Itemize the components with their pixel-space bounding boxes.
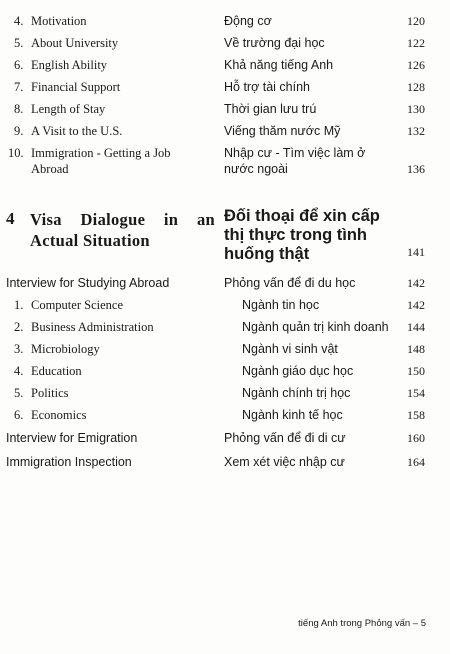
entry-title-en-line2: Abroad [31,162,69,176]
entry-title-vi-line2: nước ngoài [224,162,288,176]
entry-text [14,79,120,95]
entry-title-en: Length of Stay [31,102,106,116]
entry-page: 158 [407,408,425,422]
toc-subentry [0,341,450,361]
entry-title-en: Business Administration [31,320,154,334]
entry-page: 132 [407,124,425,138]
entry-page: 142 [407,298,425,312]
entry-page: 120 [407,14,425,28]
entry-page: 128 [407,80,425,94]
entry-number: 7. [14,80,24,94]
toc-entry [0,57,450,77]
entry-page: 154 [407,386,425,400]
entry-page: 136 [407,162,425,176]
entry-text [14,297,123,313]
toc-subentry [0,385,450,405]
entry-title-en: Computer Science [31,298,123,312]
toc-subentry [0,363,450,383]
entry-title-en: Economics [31,408,87,422]
entry-number: 8. [14,102,24,116]
entry-title-en: Motivation [31,14,87,28]
entry-text [14,123,122,139]
section-title-vi: Phỏng vấn để đi du học [224,276,356,290]
section-title-vi: Xem xét việc nhập cư [224,455,345,469]
entry-number: 4. [14,14,24,28]
chapter-title-en: Visa Dialogue in an Actual Situation [30,210,215,250]
entry-number: 3. [14,342,24,356]
section-title-en: Interview for Emigration [6,431,138,445]
entry-title-vi: Khả năng tiếng Anh [224,58,334,72]
toc-section [0,430,450,450]
chapter-title-vi: Đối thoại để xin cấp thị thực trong tình huống thật [224,207,380,263]
section-page: 160 [407,431,425,445]
entry-page: 150 [407,364,425,378]
entry-text [14,57,107,73]
entry-title-vi: Về trường đại học [224,36,325,50]
entry-title-en: English Ability [31,58,108,72]
section-title-en: Immigration Inspection [6,455,132,469]
section-page: 142 [407,276,425,290]
entry-title-en: About University [31,36,119,50]
entry-title-en-line1: Immigration - Getting a Job [31,146,171,160]
entry-number: 1. [14,298,24,312]
entry-title-vi: Hỗ trợ tài chính [224,80,311,94]
entry-number: 10. [8,146,24,160]
entry-number: 5. [14,36,24,50]
entry-title-vi: Viếng thăm nước Mỹ [224,124,341,138]
entry-number: 6. [14,408,24,422]
toc-section [0,275,450,295]
toc-entry [0,79,450,99]
toc-entry [0,145,450,181]
entry-text [14,101,105,117]
entry-text [14,407,87,423]
entry-title-vi: Ngành tin học [242,298,320,312]
entry-title-vi: Ngành giáo dục học [242,364,354,378]
entry-title-en: Financial Support [31,80,121,94]
section-title-vi: Phỏng vấn để đi di cư [224,431,346,445]
entry-page: 144 [407,320,425,334]
entry-title-vi: Động cơ [224,14,272,28]
toc-entry [0,35,450,55]
entry-title-vi: Ngành kinh tế học [242,408,343,422]
entry-number: 4. [14,364,24,378]
toc-section [0,454,450,474]
entry-text [14,363,82,379]
entry-text [14,341,100,357]
toc-subentry [0,319,450,339]
entry-text [8,145,171,161]
entry-text [14,35,118,51]
entry-number: 2. [14,320,24,334]
section-title-en: Interview for Studying Abroad [6,276,170,290]
entry-text [14,385,69,401]
entry-number: 9. [14,124,24,138]
entry-number: 5. [14,386,24,400]
entry-title-vi: Thời gian lưu trú [224,102,317,116]
chapter-page: 141 [407,245,425,259]
entry-title-en: A Visit to the U.S. [31,124,123,138]
entry-page: 126 [407,58,425,72]
toc-subentry [0,297,450,317]
entry-page: 130 [407,102,425,116]
entry-title-vi: Ngành quản trị kinh doanh [242,320,389,334]
entry-number: 6. [14,58,24,72]
entry-title-en: Politics [31,386,69,400]
page-footer: tiếng Anh trong Phỏng vấn – 5 [298,618,426,629]
entry-title-vi: Ngành chính trị học [242,386,351,400]
entry-page: 122 [407,36,425,50]
entry-title-vi: Ngành vi sinh vật [242,342,338,356]
entry-text [14,13,87,29]
entry-title-en: Microbiology [31,342,100,356]
entry-title-en: Education [31,364,82,378]
chapter-number: 4 [6,209,15,228]
toc-entry [0,13,450,33]
toc-entry [0,123,450,143]
toc-entry [0,101,450,121]
toc-subentry [0,407,450,427]
entry-page: 148 [407,342,425,356]
entry-text [14,319,154,335]
entry-title-vi-line1: Nhập cư - Tìm việc làm ở [224,146,366,160]
section-page: 164 [407,455,425,469]
